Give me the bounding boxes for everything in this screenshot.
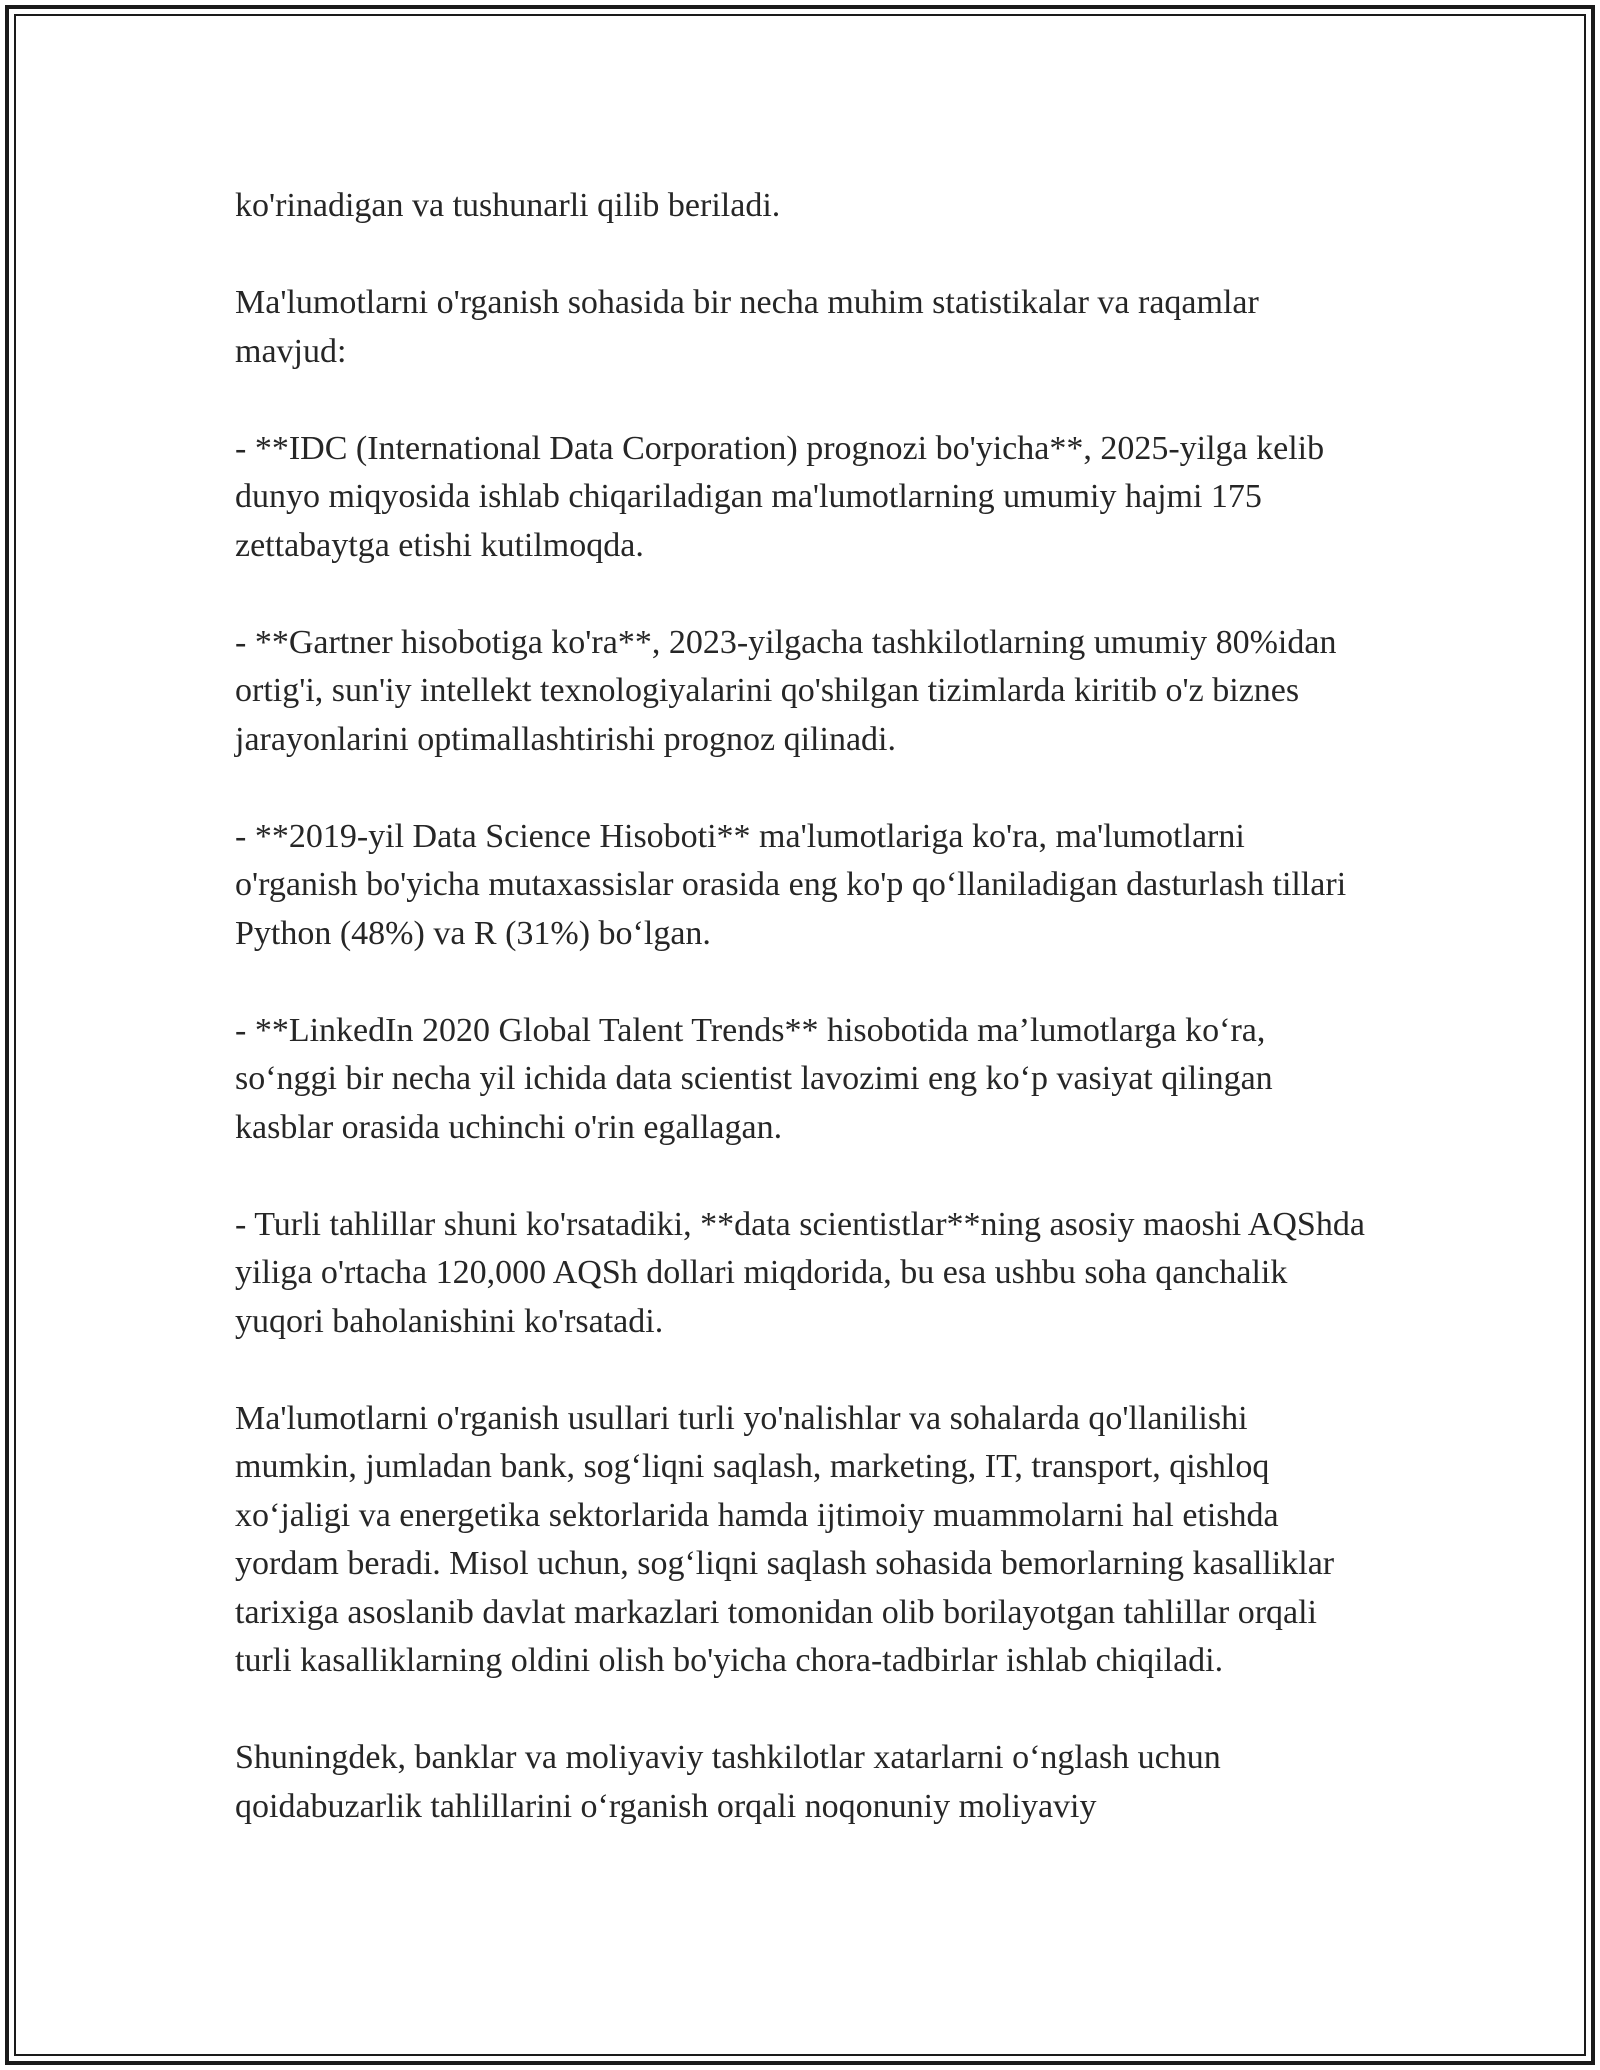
- paragraph-intro-statistics: Ma'lumotlarni o'rganish sohasida bir necha muhim statistikalar va raqamlar mavjud:: [235, 284, 1259, 370]
- paragraph-continuation: ko'rinadigan va tushunarli qilib beriladi.: [235, 187, 781, 224]
- list-item-idc: - **IDC (International Data Corporation) prognozi bo'yicha**, 2025-yilga kelib dunyo miqyosida ishlab chiqariladigan ma'lumotlarning umumiy hajmi 175 zettabaytga etishi kutilmoqda.: [235, 429, 1325, 564]
- list-item-data-science-report: - **2019-yil Data Science Hisoboti** ma'lumotlariga ko'ra, ma'lumotlarni o'rganish bo'yicha mutaxassislar orasida eng ko'p qo‘llaniladigan dasturlash tillari Python (48%) va R (31%) bo‘lgan.: [235, 817, 1347, 952]
- list-item-salary: - Turli tahlillar shuni ko'rsatadiki, **data scientistlar**ning asosiy maoshi AQShda yiliga o'rtacha 120,000 AQSh dollari miqdorida, bu esa ushbu soha qanchalik yuqori baholanishini ko'rsatadi.: [235, 1205, 1365, 1340]
- paragraph-banking: Shuningdek, banklar va moliyaviy tashkilotlar xatarlarni o‘nglash uchun qoidabuzarlik tahlillarini o‘rganish orqali noqonuniy moliyaviy: [235, 1739, 1221, 1825]
- document-body: [235, 182, 1370, 1831]
- list-item-linkedin: - **LinkedIn 2020 Global Talent Trends** hisobotida ma’lumotlarga ko‘ra, so‘nggi bir necha yil ichida data scientist lavozimi eng ko‘p vasiyat qilingan kasblar orasida uchinchi o'rin egallagan.: [235, 1011, 1273, 1146]
- list-item-gartner: - **Gartner hisobotiga ko'ra**, 2023-yilgacha tashkilotlarning umumiy 80%idan ortig'i, sun'iy intellekt texnologiyalarini qo'shilgan tizimlarda kiritib o'z biznes jarayonlarini optimallashtirishi prognoz qilinadi.: [235, 623, 1337, 758]
- paragraph-applications: Ma'lumotlarni o'rganish usullari turli yo'nalishlar va sohalarda qo'llanilishi mumkin, jumladan bank, sog‘liqni saqlash, marketing, IT, transport, qishloq xo‘jaligi va energetika sektorlarida hamda ijtimoiy muammolarni hal etishda yordam beradi. Misol uchun, sog‘liqni saqlash sohasida bemorlarning kasalliklar tarixiga asoslanib davlat markazlari tomonidan olib borilayotgan tahlillar orqali turli kasalliklarning oldini olish bo'yicha chora-tadbirlar ishlab chiqiladi.: [235, 1399, 1335, 1679]
